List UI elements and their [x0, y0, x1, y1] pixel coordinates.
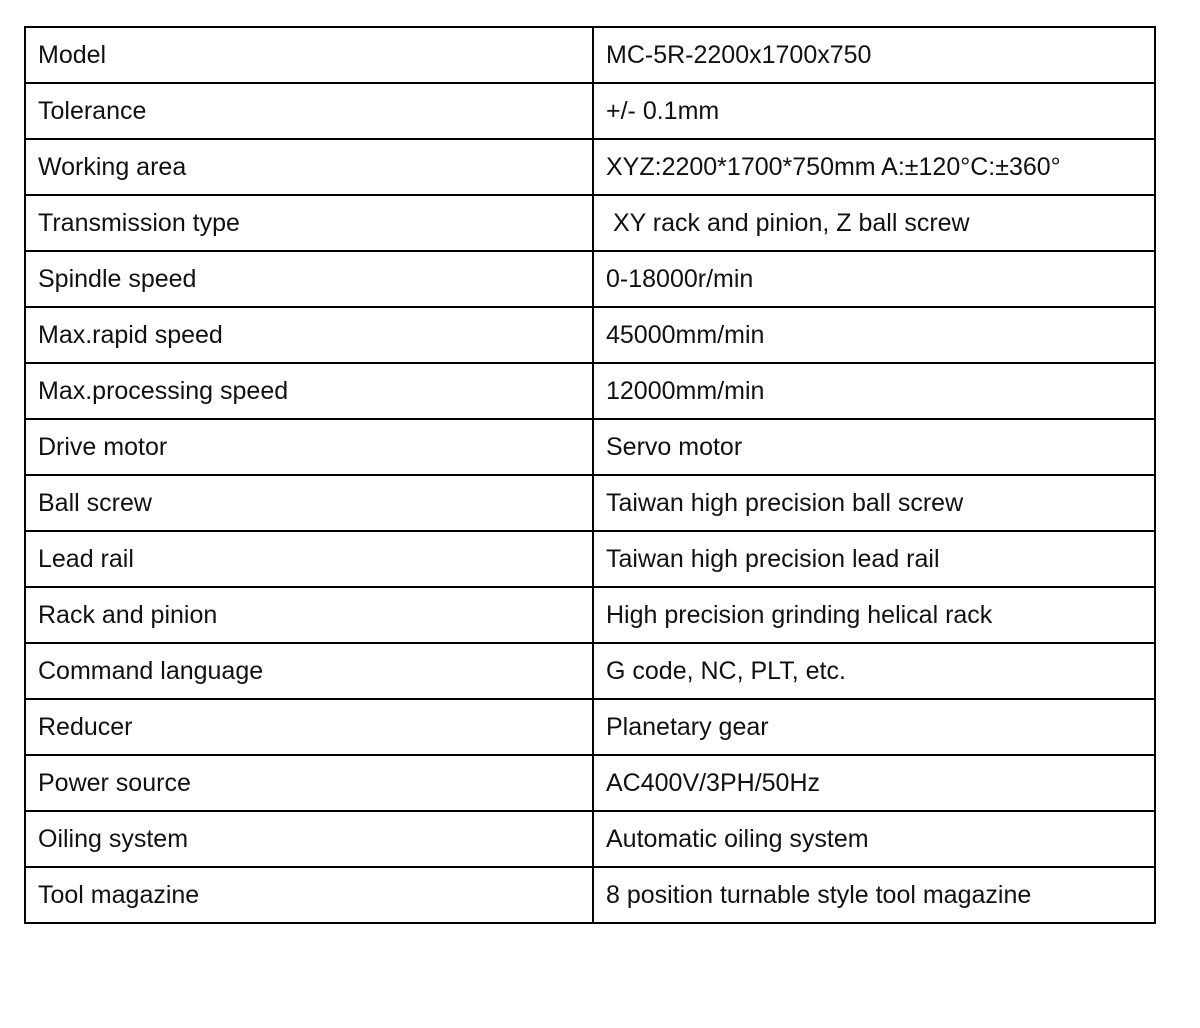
spec-label: Reducer [25, 699, 593, 755]
table-row [25, 83, 1155, 139]
spec-value: Planetary gear [593, 699, 1155, 755]
spec-label: Ball screw [25, 475, 593, 531]
spec-label: Working area [25, 139, 593, 195]
spec-value: Taiwan high precision lead rail [593, 531, 1155, 587]
spec-label: Oiling system [25, 811, 593, 867]
spec-label: Power source [25, 755, 593, 811]
spec-value: G code, NC, PLT, etc. [593, 643, 1155, 699]
spec-label: Drive motor [25, 419, 593, 475]
table-row [25, 699, 1155, 755]
table-row [25, 755, 1155, 811]
spec-label: Max.rapid speed [25, 307, 593, 363]
spec-value: XY rack and pinion, Z ball screw [593, 195, 1155, 251]
spec-value: +/- 0.1mm [593, 83, 1155, 139]
table-row [25, 363, 1155, 419]
table-row [25, 867, 1155, 923]
spec-label: Spindle speed [25, 251, 593, 307]
table-row [25, 27, 1155, 83]
spec-value: 45000mm/min [593, 307, 1155, 363]
spec-label: Max.processing speed [25, 363, 593, 419]
spec-label: Tool magazine [25, 867, 593, 923]
table-row [25, 419, 1155, 475]
table-row [25, 587, 1155, 643]
spec-label: Tolerance [25, 83, 593, 139]
spec-table [24, 26, 1156, 924]
spec-value: Servo motor [593, 419, 1155, 475]
spec-value: Taiwan high precision ball screw [593, 475, 1155, 531]
table-row [25, 811, 1155, 867]
table-row [25, 307, 1155, 363]
spec-value: 12000mm/min [593, 363, 1155, 419]
spec-label: Rack and pinion [25, 587, 593, 643]
spec-table-body [25, 27, 1155, 923]
spec-label: Model [25, 27, 593, 83]
table-row [25, 531, 1155, 587]
table-row [25, 475, 1155, 531]
spec-value: AC400V/3PH/50Hz [593, 755, 1155, 811]
spec-label: Command language [25, 643, 593, 699]
table-row [25, 195, 1155, 251]
spec-value: MC-5R-2200x1700x750 [593, 27, 1155, 83]
spec-value: XYZ:2200*1700*750mm A:±120°C:±360° [593, 139, 1155, 195]
table-row [25, 643, 1155, 699]
spec-value: 0-18000r/min [593, 251, 1155, 307]
spec-value: 8 position turnable style tool magazine [593, 867, 1155, 923]
spec-value: Automatic oiling system [593, 811, 1155, 867]
spec-value: High precision grinding helical rack [593, 587, 1155, 643]
spec-label: Lead rail [25, 531, 593, 587]
spec-label: Transmission type [25, 195, 593, 251]
table-row [25, 139, 1155, 195]
table-row [25, 251, 1155, 307]
